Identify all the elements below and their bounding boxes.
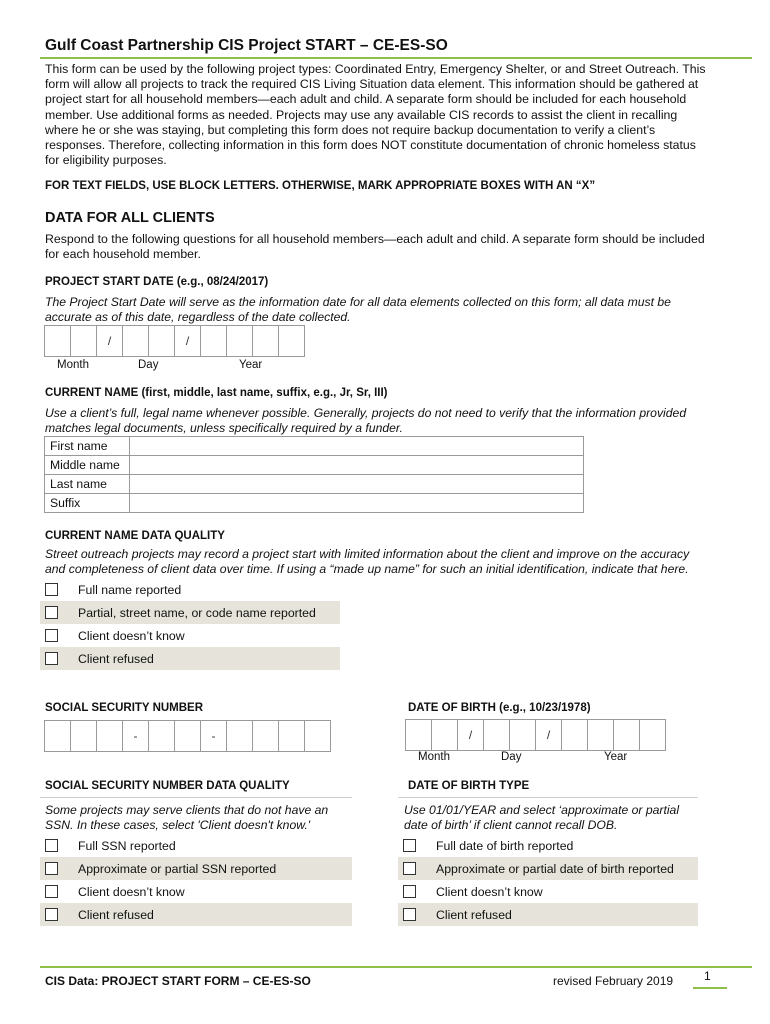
psd-month-2[interactable]: [71, 326, 97, 357]
psd-year-3[interactable]: [253, 326, 279, 357]
ssn-digit[interactable]: [71, 721, 97, 752]
dob-type-options: [398, 834, 698, 926]
psd-month-1[interactable]: [45, 326, 71, 357]
name-quality-options: [40, 578, 340, 670]
name-quality-option[interactable]: Full name reported: [40, 578, 340, 601]
ssn-digit[interactable]: [279, 721, 305, 752]
ssn-quality-option[interactable]: Approximate or partial SSN reported: [40, 857, 352, 880]
ssn-quality-note: Some projects may serve clients that do not have an SSN. In these cases, select 'Client doesn't know.': [45, 803, 329, 833]
dob-day-label: Day: [501, 751, 522, 763]
name-quality-option[interactable]: Client refused: [40, 647, 340, 670]
name-quality-option[interactable]: Client doesn’t know: [40, 624, 340, 647]
page-title: Gulf Coast Partnership CIS Project START – CE-ES-SO: [45, 37, 448, 54]
dob-boxes: [405, 719, 666, 751]
dob-year-4[interactable]: [640, 720, 666, 751]
middle-name-label: Middle name: [45, 456, 130, 475]
checkbox[interactable]: [45, 885, 58, 898]
psd-day-label: Day: [138, 359, 159, 371]
dob-day-2[interactable]: [510, 720, 536, 751]
checkbox[interactable]: [403, 885, 416, 898]
suffix-field[interactable]: [130, 494, 584, 513]
current-name-table: [44, 436, 584, 513]
psd-year-4[interactable]: [279, 326, 305, 357]
footer-divider: [40, 966, 752, 968]
middle-name-field[interactable]: [130, 456, 584, 475]
checkbox[interactable]: [403, 839, 416, 852]
current-name-note: Use a client’s full, legal name whenever possible. Generally, projects do not need to verify that the information provided matches legal documents, unless specifically required by a funder.: [45, 406, 687, 436]
footer-form-name: CIS Data: PROJECT START FORM – CE-ES-SO: [45, 974, 311, 988]
page-number: 1: [704, 969, 711, 983]
dob-month-1[interactable]: [406, 720, 432, 751]
dob-year-2[interactable]: [588, 720, 614, 751]
ssn-digit[interactable]: [149, 721, 175, 752]
dob-type-option[interactable]: Client refused: [398, 903, 698, 926]
dob-type-heading: DATE OF BIRTH TYPE: [408, 780, 530, 792]
psd-year-2[interactable]: [227, 326, 253, 357]
checkbox[interactable]: [403, 908, 416, 921]
ssn-digit[interactable]: [227, 721, 253, 752]
dob-separator-2: /: [536, 720, 562, 751]
project-start-note: The Project Start Date will serve as the information date for all data elements collected on this form; all data must be accurate as of this date, regardless of the date collected.: [45, 295, 671, 325]
page-number-underline: [693, 987, 727, 989]
dob-year-label: Year: [604, 751, 628, 763]
section-title: DATA FOR ALL CLIENTS: [45, 210, 215, 226]
first-name-label: First name: [45, 437, 130, 456]
first-name-field[interactable]: [130, 437, 584, 456]
checkbox[interactable]: [45, 629, 58, 642]
ssn-digit[interactable]: [175, 721, 201, 752]
name-quality-note: Street outreach projects may record a project start with limited information about the client and improve on the accuracy and completeness of client data over time. If using a “made up name” for such an initial identification, indicate that here.: [45, 547, 690, 577]
name-quality-option[interactable]: Partial, street name, or code name reported: [40, 601, 340, 624]
current-name-heading: CURRENT NAME (first, middle, last name, suffix, e.g., Jr, Sr, III): [45, 387, 388, 399]
ssn-quality-options: [40, 834, 352, 926]
dob-type-option[interactable]: Full date of birth reported: [398, 834, 698, 857]
dob-year-1[interactable]: [562, 720, 588, 751]
ssn-quality-heading: SOCIAL SECURITY NUMBER DATA QUALITY: [45, 780, 290, 792]
footer-revision: revised February 2019: [553, 974, 674, 988]
dob-month-label: Month: [418, 751, 450, 763]
ssn-quality-option[interactable]: Client doesn’t know: [40, 880, 352, 903]
last-name-label: Last name: [45, 475, 130, 494]
checkbox[interactable]: [45, 839, 58, 852]
dob-day-1[interactable]: [484, 720, 510, 751]
name-quality-heading: CURRENT NAME DATA QUALITY: [45, 530, 225, 542]
form-instruction: FOR TEXT FIELDS, USE BLOCK LETTERS. OTHERWISE, MARK APPROPRIATE BOXES WITH AN “X”: [45, 180, 596, 192]
checkbox[interactable]: [45, 583, 58, 596]
checkbox[interactable]: [45, 652, 58, 665]
psd-separator-2: /: [175, 326, 201, 357]
psd-year-1[interactable]: [201, 326, 227, 357]
ssn-digit[interactable]: [45, 721, 71, 752]
project-start-heading: PROJECT START DATE (e.g., 08/24/2017): [45, 276, 269, 288]
title-divider: [40, 57, 752, 59]
project-start-date-boxes: [44, 325, 305, 357]
dob-type-divider: [398, 797, 698, 798]
psd-separator-1: /: [97, 326, 123, 357]
last-name-field[interactable]: [130, 475, 584, 494]
dob-separator-1: /: [458, 720, 484, 751]
checkbox[interactable]: [45, 606, 58, 619]
ssn-digit[interactable]: [97, 721, 123, 752]
checkbox[interactable]: [403, 862, 416, 875]
section-intro: Respond to the following questions for all household members—each adult and child. A separate form should be included for each household member.: [45, 232, 705, 262]
dob-type-note: Use 01/01/YEAR and select ‘approximate or partial date of birth’ if client cannot recall DOB.: [404, 803, 680, 833]
ssn-separator-2: -: [201, 721, 227, 752]
psd-day-2[interactable]: [149, 326, 175, 357]
dob-type-option[interactable]: Approximate or partial date of birth reported: [398, 857, 698, 880]
ssn-quality-divider: [40, 797, 352, 798]
intro-paragraph: This form can be used by the following project types: Coordinated Entry, Emergency Shelter, or and Street Outreach. This form will allow all projects to track the required CIS Living Situation data element. This information should be gathered at project start for all household members—each adult and child. A separate form should be included for each household member. Use additional forms as needed. Projects may use any available CIS records to assist the client in recalling where he or she was staying, but completing this form does not require backup documentation to verify a client’s responses. Therefore, collecting information in this form does NOT constitute documentation of chronic homeless status for eligibility purposes.: [45, 62, 706, 168]
psd-month-label: Month: [57, 359, 89, 371]
dob-heading: DATE OF BIRTH (e.g., 10/23/1978): [408, 702, 591, 714]
ssn-quality-option[interactable]: Client refused: [40, 903, 352, 926]
checkbox[interactable]: [45, 908, 58, 921]
suffix-label: Suffix: [45, 494, 130, 513]
checkbox[interactable]: [45, 862, 58, 875]
psd-day-1[interactable]: [123, 326, 149, 357]
ssn-digit[interactable]: [253, 721, 279, 752]
dob-month-2[interactable]: [432, 720, 458, 751]
ssn-heading: SOCIAL SECURITY NUMBER: [45, 702, 204, 714]
dob-type-option[interactable]: Client doesn’t know: [398, 880, 698, 903]
ssn-separator-1: -: [123, 721, 149, 752]
dob-year-3[interactable]: [614, 720, 640, 751]
psd-year-label: Year: [239, 359, 263, 371]
ssn-quality-option[interactable]: Full SSN reported: [40, 834, 352, 857]
ssn-boxes: [44, 720, 331, 752]
ssn-digit[interactable]: [305, 721, 331, 752]
